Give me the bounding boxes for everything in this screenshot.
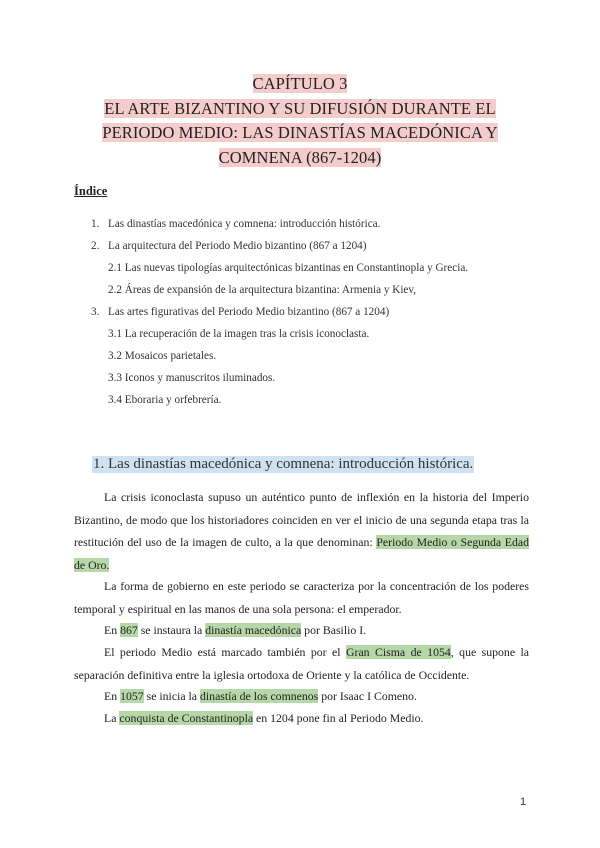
- page-number: 1: [520, 796, 527, 808]
- paragraph-3: [74, 619, 529, 642]
- text-run: La: [104, 711, 120, 725]
- text-run: se inicia la: [143, 689, 200, 703]
- title-line-3: PERIODO MEDIO: LAS DINASTÍAS MACEDÓNICA Y: [102, 123, 498, 142]
- text-run: En: [104, 689, 121, 703]
- toc-item: Las artes figurativas del Periodo Medio bizantino (867 a 1204): [108, 306, 390, 318]
- toc-subitem: 2.1 Las nuevas tipologías arquitectónicas bizantinas en Constantinopla y Grecia.: [108, 262, 469, 274]
- title-line-1: CAPÍTULO 3: [252, 74, 348, 93]
- paragraph-4: [74, 641, 529, 686]
- toc-subitem: 3.1 La recuperación de la imagen tras la crisis iconoclasta.: [108, 328, 370, 340]
- toc-subitem: 3.2 Mosaicos parietales.: [108, 350, 217, 362]
- text-run: El periodo Medio está marcado también por el: [104, 645, 346, 659]
- paragraph-2: La forma de gobierno en este periodo se caracteriza por la concentración de los poderes temporal y espiritual en las manos de una sola persona: el emperador.: [74, 579, 529, 616]
- toc-item: La arquitectura del Periodo Medio bizantino (867 a 1204): [108, 240, 367, 252]
- toc-item: Las dinastías macedónica y comnena: introducción histórica.: [108, 218, 381, 230]
- section-heading: 1. Las dinastías macedónica y comnena: introducción histórica.: [93, 456, 474, 472]
- text-run: , que supone la separación definitiva entre la iglesia ortodoxa de Oriente y la católica de Occidente.: [74, 645, 530, 682]
- text-run: por Isaac I Comeno.: [318, 689, 417, 703]
- highlight: conquista de Constantinopla: [119, 711, 254, 725]
- text-run: por Basilio I.: [301, 623, 367, 637]
- toc-subitem: 3.4 Eboraria y orfebrería.: [108, 394, 222, 406]
- highlight: Gran Cisma de 1054: [346, 645, 451, 659]
- text-run: se instaura la: [137, 623, 206, 637]
- text-run: En: [104, 623, 121, 637]
- paragraph-5: [74, 685, 529, 708]
- highlight: dinastía de los comnenos: [200, 689, 319, 703]
- paragraph-6: [74, 707, 529, 730]
- paragraph-1-text: La crisis iconoclasta supuso un auténtico punto de inflexión en la historia del Imperio Bizantino, de modo que los historiadores coinciden en ver el inicio de una segunda etapa tras la restitución del uso de la imagen de culto, a la que denominan:: [74, 490, 529, 550]
- chapter-title: [0, 72, 600, 170]
- toc-number: 3.: [91, 306, 100, 318]
- toc-number: 2.: [91, 240, 100, 252]
- text-run: en 1204 pone fin al Periodo Medio.: [253, 711, 424, 725]
- highlight: 1057: [120, 689, 144, 703]
- highlight: dinastía macedónica: [205, 623, 302, 637]
- highlight: Periodo Medio o Segunda Edad de Oro.: [74, 535, 530, 572]
- toc-subitem: 3.3 Iconos y manuscritos iluminados.: [108, 372, 276, 384]
- index-heading: Índice: [74, 184, 108, 198]
- paragraph-1: [74, 486, 529, 576]
- toc-subitem: 2.2 Áreas de expansión de la arquitectura bizantina: Armenia y Kiev,: [108, 284, 417, 296]
- title-line-4: COMNENA (867-1204): [218, 147, 382, 167]
- toc-number: 1.: [91, 218, 100, 230]
- highlight: 867: [120, 623, 138, 637]
- title-line-2: EL ARTE BIZANTINO Y SU DIFUSIÓN DURANTE EL: [104, 98, 496, 118]
